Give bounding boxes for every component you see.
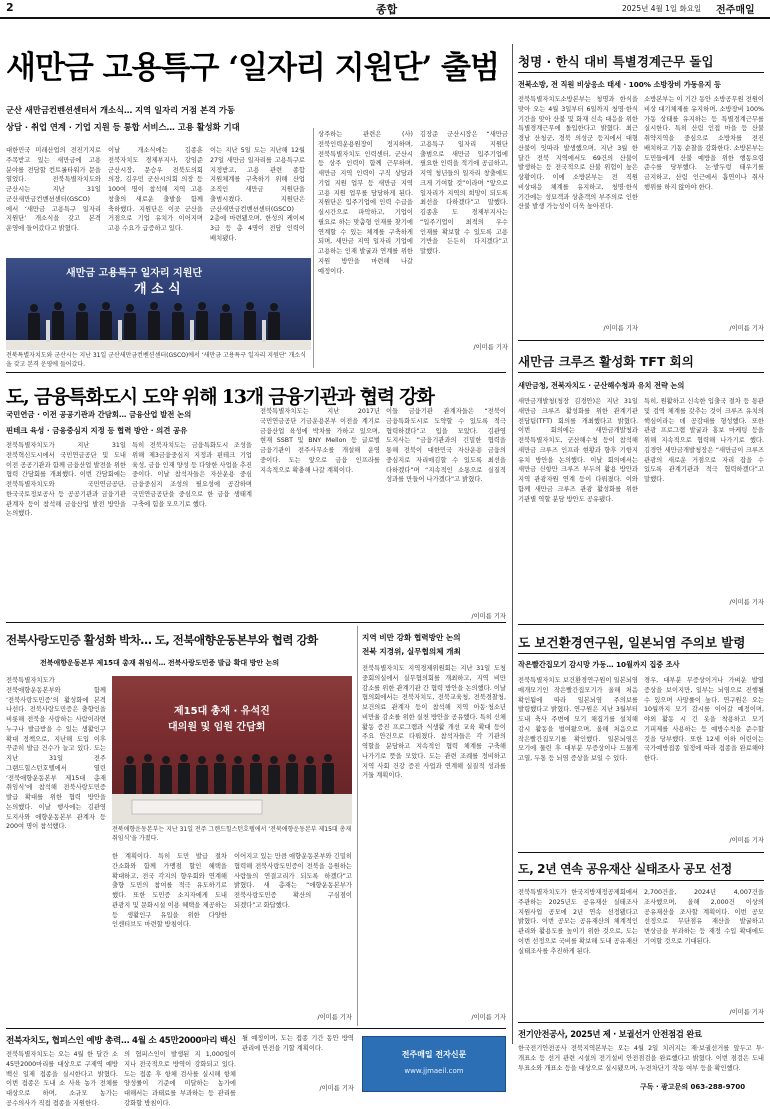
subhead-cruise: 새만금청, 전북자치도 · 군산해수청과 유치 전략 논의 xyxy=(518,381,685,390)
kicker-obesity: 지역 비만 강화 협력방안 논의 xyxy=(362,633,461,642)
article-text: 전북특별자치도는 지난 2017년 국민연금공단 기금운용본부 이전을 계기로 금융산업 육성에 박차를 가하고 있으며, 현재 SSBT 및 BNY Mellon 등 글로벌 금융기관이 전주사무소를 개설해 운영 중이다. 도는 앞으로 금융 인프라를 지속적으로 확충해 나갈 계획이다. xyxy=(260,408,380,474)
ad-title: 전주매일 전자신문 xyxy=(401,1050,467,1059)
column-divider xyxy=(357,626,358,1026)
page-number: 2 xyxy=(6,1,14,14)
section-rule xyxy=(6,622,506,623)
subhead-saemangeum-2: 상담 · 취업 연계 · 기업 지원 등 통합 서비스… 고용 활성화 기대 xyxy=(6,122,240,132)
section-label: 종합 xyxy=(376,3,398,16)
headline-cheongmyeong: 청명 · 한식 대비 특별경계근무 돌입 xyxy=(518,54,714,69)
headline-electric-safety: 전기안전공사, 2025년 제 · 보궐선거 안전점검 완료 xyxy=(518,1029,702,1039)
photo-banner-text: 제15대 총재 · 유석진 xyxy=(174,706,270,717)
subhead-finance-1: 국민연금 · 이전 공공기관과 간담회… 금융산업 발전 논의 xyxy=(6,410,192,419)
photo-people-figures xyxy=(112,676,352,824)
byline: /이미름 기자 xyxy=(603,325,638,332)
subhead-obesity: 전북 지경위, 실무협의체 개최 xyxy=(362,647,461,656)
section-rule xyxy=(518,72,764,73)
article-text: 전북특별자치도가 한국지방재정공제회에서 주관하는 2025년도 공유재산 실태조사 지원사업 공모에 2년 연속 선정됐다고 밝혔다. 이번 공모는 공유재산의 체계적인 관리와 활용도를 높이기 위한 것으로, 도는 이번 선정으로 국비를 확보해 도내 공유재산 실태조사를 추진하게 된다. xyxy=(518,889,638,955)
article-text: 한국전기안전공사 전북지역본부는 오는 4월 2일 치러지는 재·보궐선거를 앞두고 투·개표소 등 선거 관련 시설의 전기설비 안전점검을 완료했다고 밝혔다. 이번 점검은 도내 투표소와 개표소 등을 대상으로 실시됐으며, 누전차단기 작동 여부 등을 확인했다. xyxy=(518,1045,764,1072)
article-text: 이들 금융기관 관계자들은 “전북이 금융특화도시로 도약할 수 있도록 적극 협력하겠다”고 입을 모았다. 김관영 도지사는 “금융기관과의 긴밀한 협력을 통해 전북이 대한민국 자산운용 금융의 중심지로 자리매김할 수 있도록 최선을 다하겠다”며 “지속적인 소통으로 실질적 성과를 만들어 나가겠다”고 밝혔다. xyxy=(386,408,506,484)
article-text: 특히, 원활하고 신속한 입출국 절차 등 통관 및 검역 체계를 갖추는 것이 크루즈 유치의 핵심이라는 데 공감대를 형성했다. 또한 관광 프로그램 발굴과 홍보 마케팅 등을 위해 지속적으로 협력해 나가기로 했다. 김경안 새만금개발청장은 “새만금이 크루즈 관광의 새로운 거점으로 자리 잡을 수 있도록 관계기관과 적극 협력하겠다”고 말했다. xyxy=(644,398,764,483)
paper-name: 전주매일 xyxy=(716,5,755,16)
headline-domin: 전북사랑도민증 활성화 박차… 도, 전북애향운동본부와 협력 강화 xyxy=(6,633,318,647)
photo-banner-text: 개 소 식 xyxy=(134,282,181,297)
byline: /이미름 기자 xyxy=(471,613,506,620)
section-rule xyxy=(518,653,764,654)
masthead-rule xyxy=(0,17,770,19)
article-text: 전북특별자치도가 전북애향운동본부와 함께 ‘전북사랑도민증’의 활성화에 본격 나선다. 전북사랑도민증은 출향인을 비롯해 전북을 사랑하는 사람이라면 누구나 발급받을 수 있는 생활인구 확대 정책으로, 지난해 도입 이후 꾸준히 발급 건수가 늘고 있다. 도는 지난 31일 전주 그랜드힐스턴호텔에서 열린 ‘전북애향운동본부 제15대 총재 취임식’에 참석해 전북사랑도민증 발급 확대를 위한 협력 방안을 논의했다. 이날 행사에는 김관영 도지사와 애향운동본부 관계자 등 200여 명이 참석했다. xyxy=(6,677,106,831)
photo-banner-text: 대의원 및 임원 간담회 xyxy=(168,722,266,733)
article-text: 김장준 군산시장은 “새만금 고용특구 일자리 지원단 출범으로 새만금 입주기업에 필요한 인력을 적기에 공급하고, 지역 청년들의 일자리 창출에도 크게 기여할 것”이라며 “앞으로 일자리가 지역의 희망이 되도록 최선을 다하겠다”고 말했다. 김종훈 도 경제부지사는 “입주기업이 최적의 우수 인재를 확보할 수 있도록 고용 기반을 든든히 다지겠다”고 말했다. xyxy=(420,131,508,255)
section-rule xyxy=(6,372,506,373)
ad-url-link[interactable]: www.jjmaeil.com xyxy=(404,1067,464,1075)
headline-saemangeum: 새만금 고용특구 ‘일자리 지원단’ 출범 xyxy=(6,50,499,86)
byline: /이미름 기자 xyxy=(473,344,508,351)
section-rule xyxy=(518,1022,764,1023)
headline-vaccine: 전북자치도, 협피스인 예방 총력… 4월 소 45만2000마리 백신 xyxy=(6,1036,236,1046)
byline: /이미름 기자 xyxy=(729,325,764,332)
byline: /이미름 기자 xyxy=(317,1014,352,1021)
photo-caption: 전북특별자치도와 군산시는 지난 31일 군산새만금컨벤션센터(GSCO)에서 ‘새만금 고용특구 일자리 지원단’ 개소식을 갖고 본격 운영에 들어갔다. xyxy=(6,352,306,368)
subhead-encephalitis: 작은빨간집모기 감시망 가동… 10월까지 집중 조사 xyxy=(518,660,680,669)
article-text: 전북특별자치도 보건환경연구원이 일본뇌염 매개모기인 작은빨간집모기가 올해 처음 확인됨에 따라 일본뇌염 주의보를 발령했다고 밝혔다. 연구원은 지난 3월부터 도내 축사 주변에 모기 채집기를 설치해 감시 활동을 벌여왔으며, 올해 처음으로 작은빨간집모기를 확인했다. 일본뇌염은 모기에 물린 후 대부분 무증상이나 드물게 고열, 두통 등 뇌염 증상을 보일 수 있다. xyxy=(518,677,638,762)
photo-banner-text: 새만금 고용특구 일자리 지원단 xyxy=(66,268,203,279)
article-text: 될 예정이며, 도는 접종 기간 동안 방역 관리에 만전을 기할 계획이다. xyxy=(242,1035,354,1052)
subhead-finance-2: 핀테크 육성 · 금융중심지 지정 등 협력 방안 · 의견 공유 xyxy=(6,426,188,435)
photo-saemangeum-opening xyxy=(6,258,311,350)
article-text: 대한민국 미래산업의 전진기지로 주목받고 있는 새만금에 고용 분야를 전담할 컨트롤타워가 문을 열었다. 전북특별자치도와 군산시는 지난 31일 군산새만금컨벤션센터(GSCO)에서 ‘새만금 고용특구 일자리 지원단’ 개소식을 갖고 본격 운영에 들어갔다고 밝혔다. xyxy=(6,147,101,232)
headline-cruise: 새만금 크루즈 활성화 TFT 회의 xyxy=(518,354,694,369)
article-text: 상주하는 관련은 (사)전북인력운용원장이 정지하며, 전북특별자치도 인력센터, 군산시 등 상주 인력이 함께 근무하며, 새만금 지역 인력이 구직 상담과 기업 지원 업무 등 새만금 지역 고용 지원 업무를 담당하게 된다. 지원단은 입주기업에 인력 수급을 실시간으로 파악하고, 기업이 필요로 하는 맞춤형 인재를 찾기에 연계할 수 있는 체계를 구축하게 되며, 새만금 지역 일자리 기업에 고용하는 인재 발굴과 연계를 위한 지원 방안을 마련해 나갈 예정이다. xyxy=(318,131,413,275)
article-text: 전북특별자치도소방본부는 청명과 한식을 맞아 오는 4월 3일부터 6일까지 청명·한식 기간을 맞아 산불 및 화재 신속 대응을 위한 특별경계근무에 돌입한다고 밝혔다. 최근 경남 산청군, 경북 의성군 등지에서 대형 산불이 잇따라 발생했으며, 지난 3월 한 달간 전북 지역에서도 69건의 산불이 발생하는 등 전국적으로 산불 위험이 높은 상황이다. 이에 소방본부는 전 직원 비상대응 체계를 유지하고, 청명·한식 기간에는 성묘객과 상춘객의 부주의로 인한 산불 발생 가능성이 더욱 높아진다. xyxy=(518,96,638,211)
subhead-saemangeum-1: 군산 새만금컨벤션센터서 개소식… 지역 일자리 거점 본격 가동 xyxy=(6,105,235,115)
masthead xyxy=(0,0,770,16)
photo-hyanghyang-ceremony xyxy=(112,676,352,824)
article-text: 경우, 대부분 무증상이거나 가벼운 발열 증상을 보이지만, 일부는 뇌염으로 진행될 수 있으며 사망률이 높다. 연구원은 오는 10월까지 모기 감시를 이어갈 예정이며, 야외 활동 시 긴 옷을 착용하고 모기 기피제를 사용하는 등 예방수칙을 준수할 것을 당부했다. 또한 12세 이하 어린이는 국가예방접종 일정에 따라 접종을 완료해야 한다. xyxy=(644,677,764,762)
article-text: 소방본부는 이 기간 동안 소방공무원 전원이 비상 대기체제를 유지하며, 소방장비 100% 가동 상태를 유지하는 등 특별경계근무를 실시한다. 특히 산림 인접 마을 등 산불 취약지역을 중심으로 소방차를 전진 배치하고 기동 순찰을 강화한다. 소방본부는 도민들에게 산불 예방을 위한 행동요령 준수를 당부했다. 논·밭두렁 태우기를 금지하고, 산림 인근에서 흡연이나 취사 행위를 하지 않아야 한다. xyxy=(644,96,764,191)
section-rule xyxy=(518,880,764,881)
headline-public-property: 도, 2년 연속 공유재산 실태조사 공모 선정 xyxy=(518,862,732,876)
section-rule xyxy=(518,852,764,853)
headline-finance: 도, 금융특화도시 도약 위해 13개 금융기관과 협력 강화 xyxy=(6,386,434,408)
ad-e-newspaper[interactable] xyxy=(362,1036,506,1092)
photo-caption: 전북애향운동본부는 지난 31일 전주 그랜드힐스턴호텔에서 ‘전북애향운동본부 제15대 총재 취임식’을 가졌다. xyxy=(112,826,352,842)
article-text: 새만금개발청(청장 김경안)은 지난 31일 새만금 크루즈 활성화를 위한 관계기관 전담팀(TFT) 회의를 개최했다고 밝혔다. 이번 회의에는 새만금개발청과 전북특별자치도, 군산해수청 등이 참석해 새만금 크루즈 인프라 현황과 향후 기항지 유치 방안을 논의했다. 이날 회의에서는 새만금 신항만 크루즈 부두의 활용 방안과 지역 관광자원 연계 등이 다뤄졌다. 이와 함께 새만금 크루즈 관광 활성화를 위한 기관별 역할 분담 방안도 공유됐다. xyxy=(518,398,638,503)
article-text: 이날 개소식에는 김종훈 전북자치도 경제부지사, 강임준 군산시장, 문승우 전북도의회 의장, 김우민 군산시의회 의장 등 100여 명이 참석해 지역 고용 창출의 새로운 출발을 함께 축하했다. 지원단은 이곳 군산을 거점으로 기업 유치가 이어지며 고용 수요가 급증하고 있다. xyxy=(108,147,203,232)
issue-date: 2025년 4월 1일 화요일 xyxy=(622,4,702,13)
article-text: 특히 전북자치도는 금융특화도시 조성을 위해 제3금융중심지 지정과 핀테크 기업 육성, 금융 인재 양성 등 다양한 사업을 추진 중이다. 이날 참석자들은 자산운용 중심 금융중심지 조성의 필요성에 공감하며 국민연금공단을 중심으로 한 금융 생태계 구축에 힘을 모으기로 했다. xyxy=(132,442,252,508)
article-text: 이는 지난 5일 도는 지난해 12월 27일 새만금 일자리를 고용특구로 지정받고, 고용 관련 종합 지원체계를 구축하기 위해 산업 조직인 새만금 지원단을 출범시켰다. 지원단은 군산새만금컨벤션센터(GSCO) 2층에 마련됐으며, 한성의 케이씨 3급 등 총 4명이 전담 인력이 배치됐다. xyxy=(210,147,305,242)
column-divider xyxy=(313,128,314,368)
section-rule xyxy=(518,624,764,625)
column-divider xyxy=(512,44,513,1044)
article-text: 한 계획이다. 특히 도민 발급 절차 간소화와 함께 가맹점 할인 혜택을 확대하고, 전국 각지의 향우회와 연계해 출향 도민의 참여를 적극 유도하기로 했다. 또한 도민증 소지자에게 도내 관광지 및 문화시설 이용 혜택을 제공하는 등 생활인구 유입을 위한 다양한 인센티브도 마련할 방침이다. xyxy=(112,853,227,929)
article-text: 의 협피스인이 발생된 지 1,000일이 지나 전국적으로 방역이 강화되고 있다. 도는 접종 후 항체 검사를 실시해 항체 양성률이 기준에 미달하는 농가에 대해서는 과태료를 부과하는 등 관리를 강화할 방침이다. xyxy=(124,1051,236,1107)
section-rule xyxy=(6,1028,506,1029)
byline: /이미름 기자 xyxy=(729,599,764,606)
article-text: 전북특별자치도 지역경제위원회는 지난 31일 도청 중회의실에서 실무협의회를 개최하고, 지역 비만 감소를 위한 관계기관 간 협력 방안을 논의했다. 이날 협의회에서는 전북자치도, 전북교육청, 전북경찰청, 보건의료 관계자 등이 참석해 지역 아동·청소년 비만율 감소를 위한 실천 방안을 공유했다. 특히 신체 활동 증진 프로그램과 식생활 개선 교육 확대 등이 주요 안건으로 다뤄졌다. 참석자들은 각 기관의 역할을 분담하고 지속적인 협력 체계를 구축해 나가기로 뜻을 모았다. 도는 관련 조례를 정비하고 지역 사회 건강 증진 사업과 연계해 실질적 성과를 거둘 계획이다. xyxy=(362,665,506,780)
byline: /이미름 기자 xyxy=(729,1009,764,1016)
section-rule xyxy=(518,372,764,373)
subscribe-info: 구독 · 광고문의 063-288-9700 xyxy=(640,1083,746,1091)
article-text: 전북특별자치도가 지난 31일 전북혁신도시에서 국민연금공단 및 도내 이전 공공기관과 함께 금융산업 발전을 위한 협력 간담회를 개최했다. 이번 간담회에는 전북특별자치도와 국민연금공단, 한국국토정보공사 등 공공기관과 금융기관 관계자 등이 참석해 금융산업 발전 방안을 논의했다. xyxy=(6,442,126,518)
byline: /이미름 기자 xyxy=(729,837,764,844)
subhead-domin: 전북애향운동본부 제15대 총재 취임식… 전북사랑도민증 발급 확대 방안 논의 xyxy=(40,659,280,667)
article-text: 전북특별자치도는 오는 4월 한 달간 소 45만2000마리를 대상으로 구제역 예방 백신 일제 접종을 실시한다고 밝혔다. 이번 접종은 도내 소 사육 농가 전체를 대상으로 하며, 소규모 농가는 공수의사가 직접 접종을 지원한다. xyxy=(6,1051,118,1107)
article-text: 이어지고 있는 만큼 애향운동본부와 긴밀히 협력해 전북사랑도민증이 전북을 응원하는 사람들의 연결고리가 되도록 하겠다”고 밝혔다. 새 총재는 “애향운동본부가 전북사랑도민증 확산의 구심점이 되겠다”고 화답했다. xyxy=(234,853,352,909)
headline-encephalitis: 도 보건환경연구원, 일본뇌염 주의보 발령 xyxy=(518,635,746,650)
photo-people-figures xyxy=(6,258,311,350)
byline: /이미름 기자 xyxy=(319,1085,354,1092)
subhead-cheongmyeong: 전북소방, 전 직원 비상응소 태세 · 100% 소방장비 가동유지 등 xyxy=(518,80,721,89)
byline: /이미름 기자 xyxy=(471,1014,506,1021)
article-text: 2,700건을, 2024년 4,007건을 조사했으며, 올해 2,000건 이상의 공유재산을 조사할 계획이다. 이번 공모 선정으로 무단점유 재산을 발굴하고 변상금을 부과하는 등 재정 수입 확대에도 기여할 것으로 기대된다. xyxy=(644,889,764,945)
section-rule xyxy=(518,340,764,341)
